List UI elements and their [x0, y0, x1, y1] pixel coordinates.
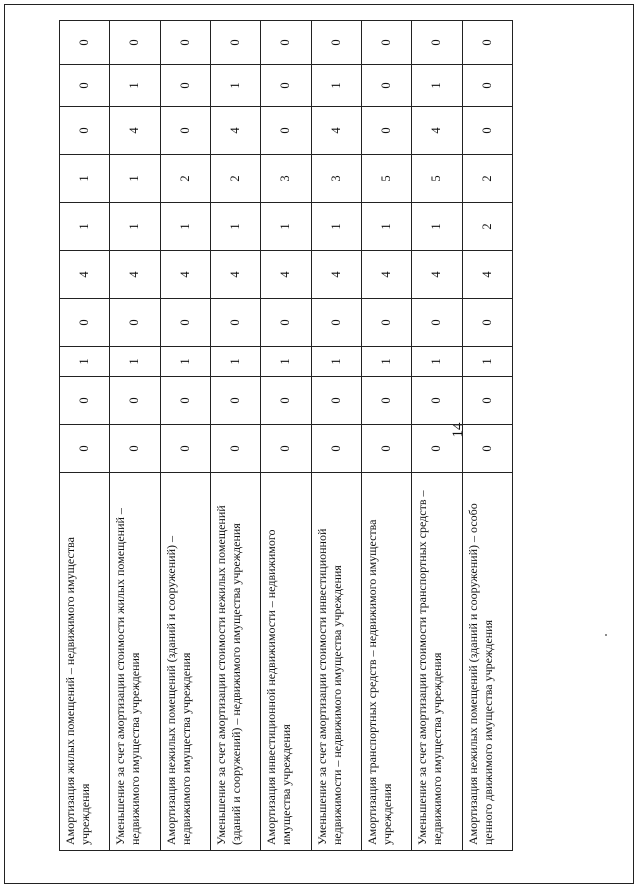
- code-digit-cell: 1: [110, 65, 160, 107]
- code-digit-cell: 4: [311, 251, 361, 299]
- code-digit-cell: 0: [210, 377, 260, 425]
- code-digit-cell: 0: [210, 21, 260, 65]
- code-digit-cell: 4: [210, 107, 260, 155]
- row-label: Уменьшение за счет амортизации стоимости жилых помещений – недвижимого имущества учреждения: [110, 473, 160, 851]
- code-digit-cell: 0: [261, 21, 311, 65]
- row-label: Амортизация нежилых помещений (зданий и сооружений) – особо ценного движимого имущества учреждения: [462, 473, 512, 851]
- code-digit-cell: 0: [412, 299, 462, 347]
- code-digit-cell: 1: [311, 65, 361, 107]
- code-digit-cell: 0: [311, 377, 361, 425]
- code-digit-cell: 0: [160, 107, 210, 155]
- code-digit-cell: 1: [261, 347, 311, 377]
- table-row: [210, 21, 260, 851]
- code-digit-cell: 1: [110, 203, 160, 251]
- code-digit-cell: 4: [110, 107, 160, 155]
- table-row: [462, 21, 512, 851]
- row-label: Амортизация транспортных средств – недвижимого имущества учреждения: [361, 473, 411, 851]
- code-digit-cell: 4: [60, 251, 110, 299]
- code-digit-cell: 0: [160, 21, 210, 65]
- code-digit-cell: 0: [311, 21, 361, 65]
- code-digit-cell: 0: [160, 377, 210, 425]
- code-digit-cell: 0: [210, 425, 260, 473]
- code-digit-cell: 0: [261, 299, 311, 347]
- code-digit-cell: 0: [210, 299, 260, 347]
- code-digit-cell: 1: [311, 203, 361, 251]
- code-digit-cell: 0: [60, 21, 110, 65]
- code-digit-cell: 0: [261, 377, 311, 425]
- table-row: [110, 21, 160, 851]
- code-digit-cell: 0: [361, 107, 411, 155]
- code-digit-cell: 5: [412, 155, 462, 203]
- code-digit-cell: 4: [462, 251, 512, 299]
- code-digit-cell: 0: [462, 65, 512, 107]
- page-number: 14: [450, 422, 466, 438]
- code-digit-cell: 1: [160, 347, 210, 377]
- code-digit-cell: 0: [412, 377, 462, 425]
- code-digit-cell: 0: [311, 299, 361, 347]
- code-digit-cell: 0: [412, 21, 462, 65]
- code-digit-cell: 0: [361, 21, 411, 65]
- code-digit-cell: 2: [160, 155, 210, 203]
- code-digit-cell: 1: [462, 347, 512, 377]
- table-row: [261, 21, 311, 851]
- code-digit-cell: 0: [412, 425, 462, 473]
- code-digit-cell: 1: [210, 203, 260, 251]
- row-label: Уменьшение за счет амортизации стоимости нежилых помещений (зданий и сооружений) – недвижимого имущества учреждения: [210, 473, 260, 851]
- code-digit-cell: 0: [311, 425, 361, 473]
- accounts-table: [59, 39, 513, 851]
- code-digit-cell: 0: [60, 299, 110, 347]
- code-digit-cell: 0: [361, 377, 411, 425]
- table-row: [311, 21, 361, 851]
- code-digit-cell: 5: [361, 155, 411, 203]
- scan-speck: [605, 634, 607, 636]
- code-digit-cell: 0: [110, 425, 160, 473]
- row-label: Амортизация жилых помещений – недвижимого имущества учреждения: [60, 473, 110, 851]
- code-digit-cell: 0: [160, 65, 210, 107]
- code-digit-cell: 1: [210, 347, 260, 377]
- code-digit-cell: 1: [361, 347, 411, 377]
- code-digit-cell: 1: [60, 347, 110, 377]
- code-digit-cell: 2: [210, 155, 260, 203]
- code-digit-cell: 1: [311, 347, 361, 377]
- code-digit-cell: 0: [110, 299, 160, 347]
- code-digit-cell: 4: [412, 107, 462, 155]
- table-row: [60, 21, 110, 851]
- row-label: Уменьшение за счет амортизации стоимости инвестиционной недвижимости – недвижимого имущества учреждения: [311, 473, 361, 851]
- code-digit-cell: 4: [311, 107, 361, 155]
- code-digit-cell: 0: [361, 65, 411, 107]
- code-digit-cell: 4: [160, 251, 210, 299]
- code-digit-cell: 0: [110, 377, 160, 425]
- code-digit-cell: 1: [361, 203, 411, 251]
- code-digit-cell: 0: [462, 425, 512, 473]
- code-digit-cell: 0: [261, 65, 311, 107]
- code-digit-cell: 1: [60, 155, 110, 203]
- code-digit-cell: 0: [361, 425, 411, 473]
- code-digit-cell: 1: [160, 203, 210, 251]
- table-row: [160, 21, 210, 851]
- code-digit-cell: 0: [60, 107, 110, 155]
- code-digit-cell: 2: [462, 155, 512, 203]
- code-digit-cell: 0: [160, 425, 210, 473]
- code-digit-cell: 4: [412, 251, 462, 299]
- code-digit-cell: 0: [261, 107, 311, 155]
- code-digit-cell: 0: [261, 425, 311, 473]
- code-digit-cell: 4: [110, 251, 160, 299]
- code-digit-cell: 1: [412, 203, 462, 251]
- row-label: Амортизация инвестиционной недвижимости – недвижимого имущества учреждения: [261, 473, 311, 851]
- code-digit-cell: 0: [462, 107, 512, 155]
- code-digit-cell: 1: [412, 347, 462, 377]
- code-digit-cell: 0: [60, 377, 110, 425]
- table-row: [361, 21, 411, 851]
- code-digit-cell: 1: [60, 203, 110, 251]
- code-digit-cell: 4: [261, 251, 311, 299]
- code-digit-cell: 0: [361, 299, 411, 347]
- code-digit-cell: 1: [210, 65, 260, 107]
- code-digit-cell: 0: [60, 65, 110, 107]
- code-digit-cell: 3: [311, 155, 361, 203]
- code-digit-cell: 1: [110, 155, 160, 203]
- code-digit-cell: 2: [462, 203, 512, 251]
- code-digit-cell: 1: [261, 203, 311, 251]
- code-digit-cell: 0: [462, 299, 512, 347]
- code-digit-cell: 4: [210, 251, 260, 299]
- code-digit-cell: 0: [462, 21, 512, 65]
- code-digit-cell: 0: [60, 425, 110, 473]
- code-digit-cell: 0: [110, 21, 160, 65]
- code-digit-cell: 0: [160, 299, 210, 347]
- table-body: [60, 21, 513, 851]
- code-digit-cell: 1: [110, 347, 160, 377]
- code-digit-cell: 0: [462, 377, 512, 425]
- table-row: [412, 21, 462, 851]
- code-digit-cell: 4: [361, 251, 411, 299]
- row-label: Уменьшение за счет амортизации стоимости транспортных средств – недвижимого имущества учреждения: [412, 473, 462, 851]
- code-digit-cell: 3: [261, 155, 311, 203]
- code-digit-cell: 1: [412, 65, 462, 107]
- row-label: Амортизация нежилых помещений (зданий и сооружений) – недвижимого имущества учреждения: [160, 473, 210, 851]
